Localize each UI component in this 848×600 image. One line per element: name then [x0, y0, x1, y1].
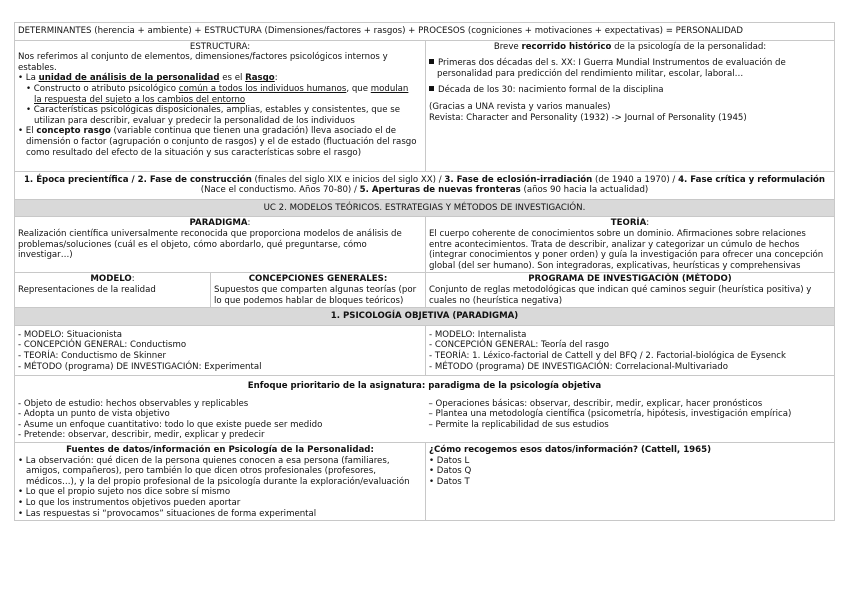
recogida-item: • Datos T	[429, 476, 470, 487]
fuentes-cell	[15, 443, 426, 521]
summary-table	[14, 22, 835, 521]
paradigma-text-1: Realización científica universalmente reconocida que proporciona modelos de análisis de	[18, 228, 402, 239]
fase-5-note: (años 90 hacia la actualidad)	[520, 185, 649, 196]
paradigma-heading	[18, 218, 422, 229]
recogida-title: ¿Cómo recogemos esos datos/información? (Cattell, 1965)	[429, 445, 712, 456]
historia-title	[429, 42, 831, 53]
programa-cell	[426, 273, 835, 308]
teoria-text-2: entre acontecimientos. Trata de describir, analizar y categorizar un cúmulo de hechos	[429, 239, 800, 250]
historia-title-pre: Breve	[493, 41, 522, 52]
fase-1: 1. Época precientífica	[23, 174, 129, 185]
personality-formula: DETERMINANTES (herencia + ambiente) + ESTRUCTURA (Dimensiones/factores + rasgos) + PROCESOS (cogniciones + motivaciones + expectativas) = PERSONALIDAD	[18, 26, 744, 36]
estructura-intro: Nos referimos al conjunto de elementos, dimensiones/factores psicológicos internos y estables.	[18, 52, 388, 73]
historia-item-1-cont: personalidad para predicción del rendimiento militar, escolar, laboral…	[437, 68, 744, 79]
enfoque-left-item: - Adopta un punto de vista objetivo	[18, 409, 170, 420]
concepciones-title: CONCEPCIONES GENERALES:	[248, 274, 388, 285]
enfoque-title: Enfoque prioritario de la asignatura: paradigma de la psicología objetiva	[247, 381, 602, 392]
concepciones-text-1: Supuestos que comparten algunas teorías (por	[214, 284, 417, 295]
modelo-row	[15, 273, 835, 308]
fase-3-note: (de 1940 a 1970) /	[592, 174, 679, 185]
estructura-sub-constructo-cont: la respuesta del sujeto a los cambios del entorno	[34, 94, 246, 105]
fases-line-1	[18, 175, 831, 186]
paradigma-text-2: problemas/soluciones (cuál es el objeto, cómo abordarlo, qué preguntarse, cómo	[18, 239, 367, 250]
modelo-heading	[18, 274, 207, 285]
teoria-heading	[429, 218, 831, 229]
modelo-cell	[15, 273, 211, 308]
uc2-cell	[15, 199, 835, 217]
historia-item-2-text: Década de los 30: nacimiento formal de la disciplina	[438, 85, 664, 96]
b1-end: :	[274, 73, 278, 84]
fase-4: 4. Fase crítica y reformulación	[678, 174, 826, 185]
estructura-sub-caracteristicas-cont: utilizan para describir, evaluar y predecir la personalidad de los individuos	[34, 115, 355, 126]
historia-item-1	[429, 58, 831, 69]
enfoque-right-item: – Permite la replicabilidad de sus estudios	[428, 419, 609, 430]
historia-item-2	[429, 85, 831, 96]
fuentes-item: • Lo que el propio sujeto nos dice sobre sí mismo	[18, 487, 231, 498]
s1a-u1: común a todos los individuos humanos	[178, 83, 347, 94]
s1a-u2: modulan	[370, 83, 409, 94]
b2-pre: • El	[18, 126, 37, 137]
historia-title-bold: recorrido histórico	[521, 41, 612, 52]
paradigma-colon: :	[247, 218, 251, 229]
estructura-bullet-concepto-l3: como resultado del efecto de la situación y sus características sobre el rasgo)	[26, 147, 362, 158]
fase-4-note: (Nace el conductismo. Años 70-80) /	[200, 185, 360, 196]
fuentes-item-cont: amigos, compañeros), pero también lo que dicen otros profesionales (profesores,	[26, 466, 376, 477]
recogida-cell	[426, 443, 835, 521]
internalista-item: - TEORÍA: 1. Léxico-factorial de Cattell y del BFQ / 2. Factorial-biológica de Eysenck	[429, 350, 787, 361]
teoria-text-1: El cuerpo coherente de conocimientos sobre un dominio. Afirmaciones sobre relaciones	[429, 228, 806, 239]
document-page	[14, 22, 834, 521]
b2-rest: (variable continua que tienen una gradación) lleva asociado el de	[110, 126, 397, 137]
b2-bold: concepto rasgo	[36, 126, 111, 137]
estructura-bullet-concepto-l2: dimensión o factor (agrupación o conjunto de rasgos) y el de estado (fluctuación del rasgo	[26, 136, 417, 147]
fases-line-2	[18, 185, 831, 196]
estructura-bullet-unidad	[18, 73, 422, 84]
fases-cell	[15, 171, 835, 199]
enfoque-left-item: - Pretende: observar, describir, medir, explicar y predecir	[18, 430, 265, 441]
situacionista-item: - MÉTODO (programa) DE INVESTIGACIÓN: Experimental	[18, 361, 262, 372]
enfoque-cell	[15, 376, 835, 397]
historia-title-post: de la psicología de la personalidad:	[611, 41, 767, 52]
fuentes-item: • Lo que los instrumentos objetivos pueden aportar	[18, 498, 241, 509]
b1-mid: es el	[219, 73, 246, 84]
enfoque-left-item: - Asume un enfoque cuantitativo: todo lo que existe puede ser medido	[18, 419, 323, 430]
psico-objetiva-row	[15, 325, 835, 375]
b1-pre: • La	[18, 73, 39, 84]
recogida-item: • Datos L	[429, 455, 470, 466]
fuentes-item: • La observación: qué dicen de la persona quienes conocen a esa persona (familiares,	[18, 455, 390, 466]
fuentes-title: Fuentes de datos/información en Psicología de la Personalidad:	[66, 445, 374, 456]
historia-note-1: (Gracias a UNA revista y varios manuales)	[429, 101, 611, 112]
enfoque-left-cell	[15, 397, 426, 443]
historia-item-1-text: Primeras dos décadas del s. XX: I Guerra Mundial Instrumentos de evaluación de	[438, 58, 786, 69]
historia-cell	[426, 40, 835, 171]
internalista-item: - MODELO: Internalista	[429, 329, 527, 340]
square-bullet-icon	[429, 59, 434, 64]
fase-2-note: (finales del siglo XIX e inicios del siglo XX) /	[251, 174, 445, 185]
concepciones-text-2: lo que podemos hablar de bloques teóricos)	[214, 295, 404, 306]
teoria-colon: :	[646, 218, 650, 229]
situacionista-item: - CONCEPCIÓN GENERAL: Conductismo	[18, 340, 187, 351]
paradigma-title: PARADIGMA	[189, 218, 248, 229]
teoria-title: TEORÍA	[610, 218, 647, 229]
historia-note-2: Revista: Character and Personality (1932) -> Journal of Personality (1945)	[429, 112, 747, 123]
estructura-title: ESTRUCTURA:	[189, 41, 251, 52]
fuentes-row	[15, 443, 835, 521]
uc2-row	[15, 199, 835, 217]
modelo-text: Representaciones de la realidad	[18, 284, 156, 295]
situacionista-cell	[15, 325, 426, 375]
enfoque-left-item: - Objeto de estudio: hechos observables y replicables	[18, 398, 249, 409]
teoria-text-3: (integrar conocimientos y poner orden) y guía la investigación para ofrecer una concepción	[429, 250, 824, 261]
s1a-mid: , que	[346, 83, 371, 94]
enfoque-right-item: – Operaciones básicas: observar, describir, medir, explicar, hacer pronósticos	[428, 398, 763, 409]
estructura-bullet-concepto	[18, 126, 422, 137]
programa-title: PROGRAMA DE INVESTIGACIÓN (MÉTODO)	[528, 274, 732, 285]
internalista-cell	[426, 325, 835, 375]
enfoque-row	[15, 376, 835, 397]
paradigma-cell	[15, 217, 426, 273]
psico-objetiva-title-row	[15, 308, 835, 326]
b1-bold: unidad de análisis de la personalidad	[38, 73, 220, 84]
paradigma-text-3: investigar…)	[18, 250, 73, 261]
b1-rasgo: Rasgo	[245, 73, 275, 84]
programa-text-2: cuales no (heurística negativa)	[429, 295, 563, 306]
estructura-sub-caracteristicas: • Características psicológicas disposicionales, amplias, estables y consistentes, que se	[26, 105, 400, 116]
formula-row	[15, 23, 835, 41]
estructura-cell	[15, 40, 426, 171]
recogida-item: • Datos Q	[429, 466, 472, 477]
uc2-title: UC 2. MODELOS TEÓRICOS. ESTRATEGIAS Y MÉTODOS DE INVESTIGACIÓN.	[263, 202, 586, 213]
internalista-item: - CONCEPCIÓN GENERAL: Teoría del rasgo	[429, 340, 610, 351]
modelo-title: MODELO	[90, 274, 132, 285]
fases-row	[15, 171, 835, 199]
enfoque-right-cell	[426, 397, 835, 443]
estructura-historia-row	[15, 40, 835, 171]
fase-sep: /	[128, 174, 138, 185]
internalista-item: - MÉTODO (programa) DE INVESTIGACIÓN: Correlacional-Multivariado	[429, 361, 728, 372]
concepciones-cell	[211, 273, 426, 308]
psico-objetiva-title-cell	[15, 308, 835, 326]
situacionista-item: - MODELO: Situacionista	[18, 329, 123, 340]
situacionista-item: - TEORÍA: Conductismo de Skinner	[18, 350, 167, 361]
modelo-colon: :	[131, 274, 135, 285]
psico-objetiva-title: 1. PSICOLOGÍA OBJETIVA (PARADIGMA)	[330, 311, 519, 322]
fuentes-item-cont: médicos…), y la del propio profesional de la psicología durante la exploración/evaluación	[26, 476, 410, 487]
estructura-sub-constructo	[18, 84, 422, 95]
s1a-pre: • Constructo o atributo psicológico	[26, 83, 179, 94]
paradigma-teoria-row	[15, 217, 835, 273]
teoria-cell	[426, 217, 835, 273]
enfoque-content-row	[15, 397, 835, 443]
formula-cell	[15, 23, 835, 41]
fuentes-item: • Las respuestas si “provocamos” situaciones de forma experimental	[18, 508, 317, 519]
square-bullet-icon	[429, 86, 434, 91]
programa-text-1: Conjunto de reglas metodológicas que indican qué caminos seguir (heurística positiva) y	[429, 284, 812, 295]
teoria-text-4: global (del ser humano). Son integradoras, explicativas, heurísticas y comprehensivas	[429, 260, 801, 271]
fase-2: 2. Fase de construcción	[137, 174, 252, 185]
fase-5: 5. Aperturas de nuevas fronteras	[359, 185, 521, 196]
fase-3: 3. Fase de eclosión-irradiación	[444, 174, 593, 185]
enfoque-right-item: – Plantea una metodología científica (psicometría, hipótesis, investigación empírica)	[428, 409, 792, 420]
